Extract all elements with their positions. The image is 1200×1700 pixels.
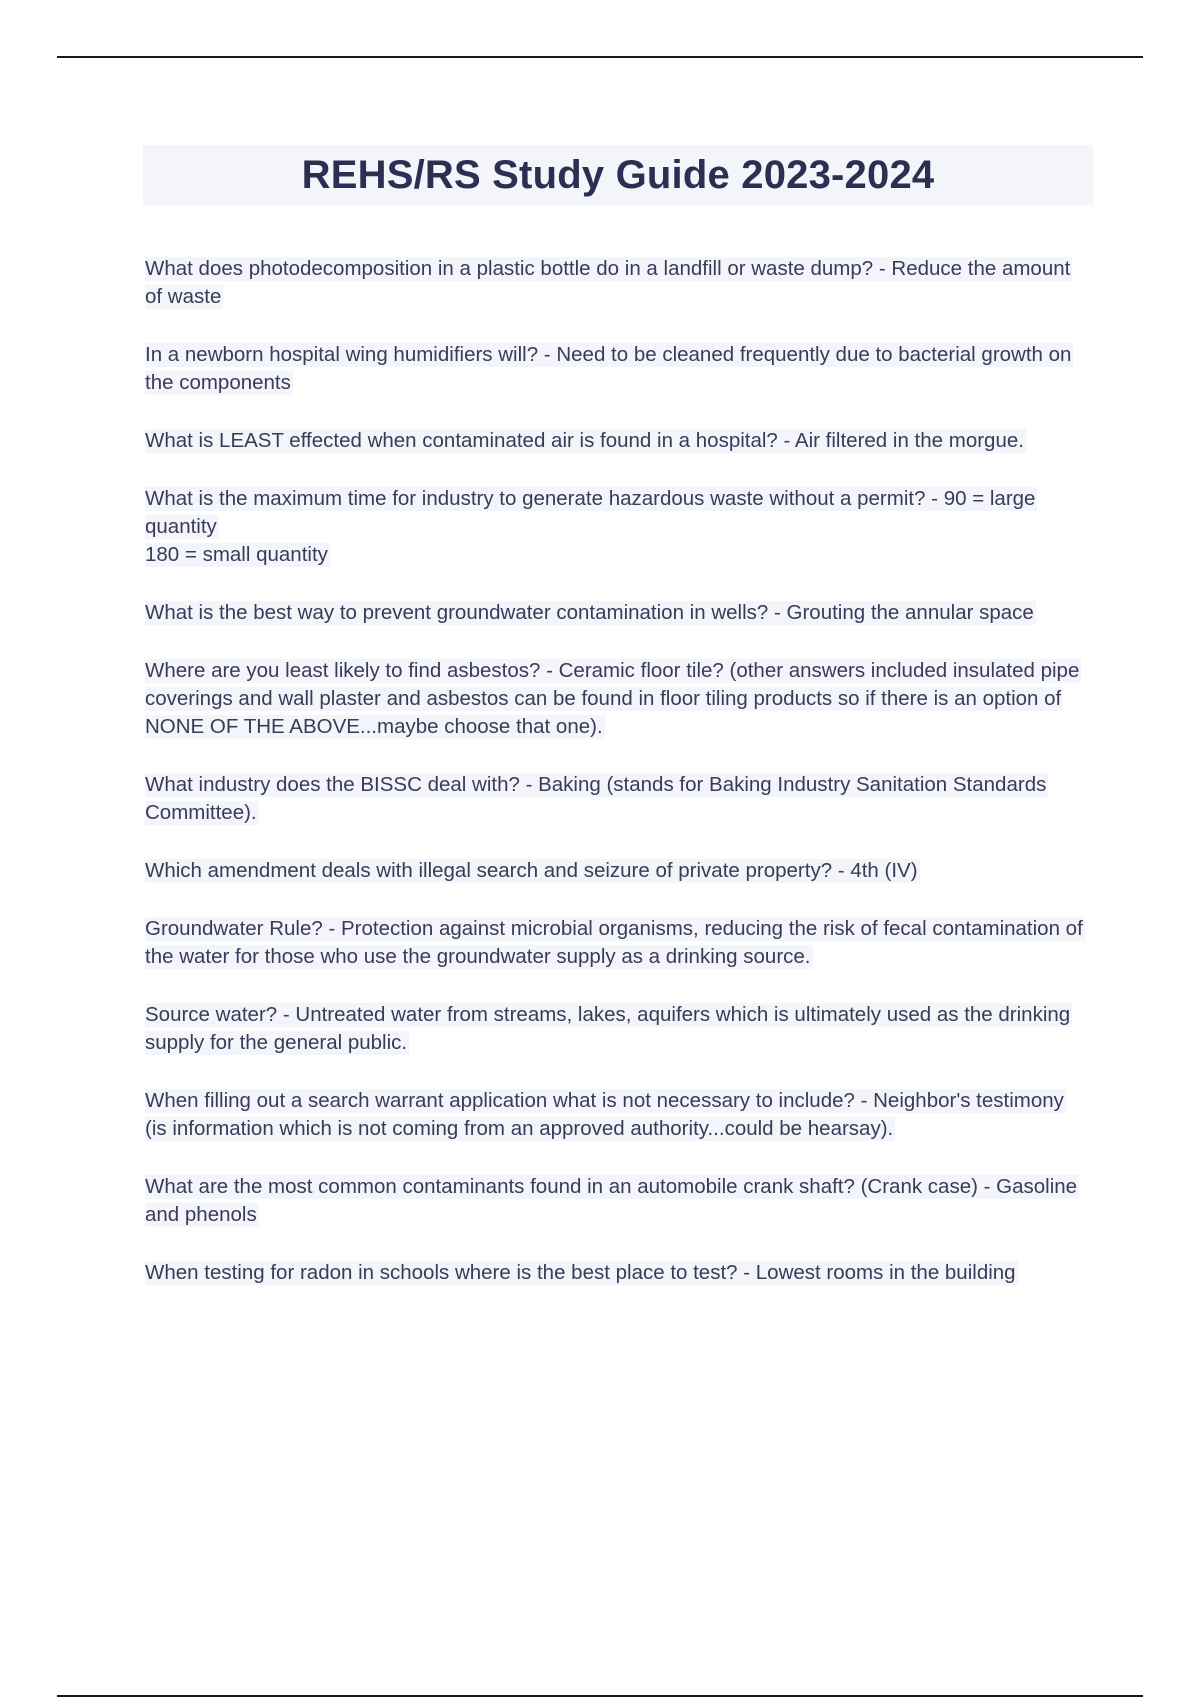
qa-item <box>145 255 1085 311</box>
qa-text: When filling out a search warrant application what is not necessary to include? - Neighbor's testimony (is information which is not coming from an approved authority...could be hearsay). <box>145 1089 1064 1140</box>
qa-item <box>145 1001 1085 1057</box>
qa-text: When testing for radon in schools where is the best place to test? - Lowest rooms in the building <box>145 1261 1016 1284</box>
qa-item <box>145 599 1085 627</box>
qa-text: What is LEAST effected when contaminated air is found in a hospital? - Air filtered in the morgue. <box>145 429 1024 452</box>
qa-text: Where are you least likely to find asbestos? - Ceramic floor tile? (other answers included insulated pipe coverings and wall plaster and asbestos can be found in floor tiling products so if there is an option of NONE OF THE ABOVE...maybe choose that one). <box>145 659 1080 738</box>
qa-item <box>145 1259 1085 1287</box>
qa-item <box>145 915 1085 971</box>
qa-text: What is the best way to prevent groundwater contamination in wells? - Grouting the annular space <box>145 601 1034 624</box>
qa-text: In a newborn hospital wing humidifiers will? - Need to be cleaned frequently due to bacterial growth on the components <box>145 343 1072 394</box>
qa-item <box>145 1087 1085 1143</box>
qa-item <box>145 341 1085 397</box>
qa-text: Groundwater Rule? - Protection against microbial organisms, reducing the risk of fecal contamination of the water for those who use the groundwater supply as a drinking source. <box>145 917 1083 968</box>
qa-item <box>145 1173 1085 1229</box>
qa-item <box>145 485 1085 569</box>
qa-text: Which amendment deals with illegal search and seizure of private property? - 4th (IV) <box>145 859 918 882</box>
qa-text-extra: 180 = small quantity <box>145 543 328 566</box>
qa-list <box>145 255 1085 1317</box>
qa-item <box>145 857 1085 885</box>
qa-text: What industry does the BISSC deal with? - Baking (stands for Baking Industry Sanitation Standards Committee). <box>145 773 1047 824</box>
document-title: REHS/RS Study Guide 2023-2024 <box>301 152 935 197</box>
qa-text: What are the most common contaminants found in an automobile crank shaft? (Crank case) - Gasoline and phenols <box>145 1175 1078 1226</box>
bottom-rule <box>57 1695 1143 1697</box>
qa-text: What does photodecomposition in a plastic bottle do in a landfill or waste dump? - Reduce the amount of waste <box>145 257 1071 308</box>
qa-item <box>145 771 1085 827</box>
qa-item <box>145 427 1085 455</box>
qa-item <box>145 657 1085 741</box>
qa-text: Source water? - Untreated water from streams, lakes, aquifers which is ultimately used as the drinking supply for the general public. <box>145 1003 1071 1054</box>
qa-text: What is the maximum time for industry to generate hazardous waste without a permit? - 90 = large quantity <box>145 487 1036 538</box>
title-band <box>143 145 1093 205</box>
top-rule <box>57 56 1143 58</box>
